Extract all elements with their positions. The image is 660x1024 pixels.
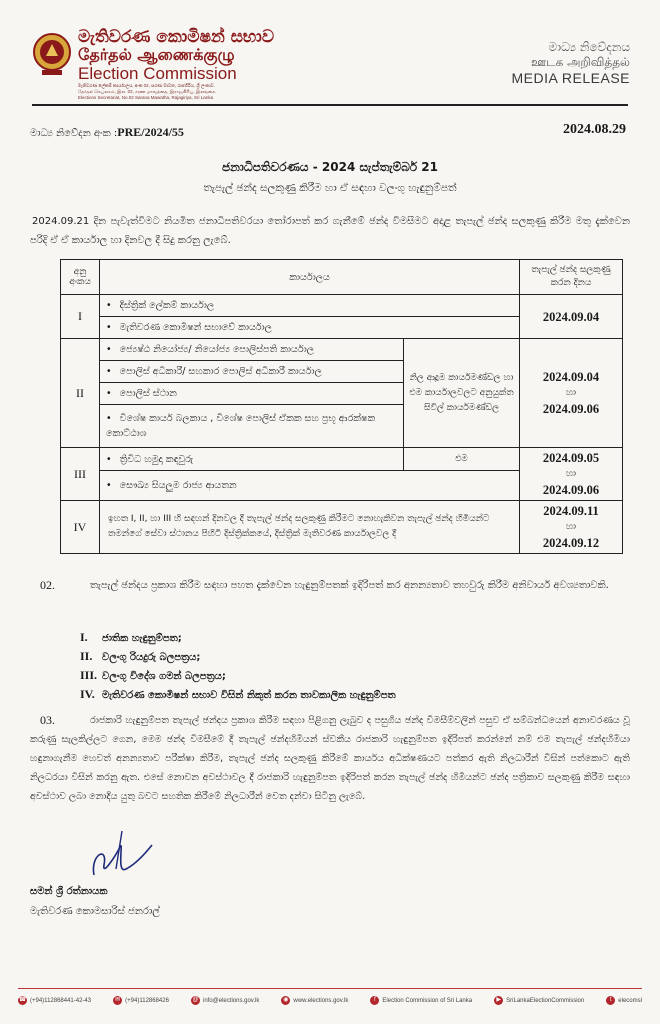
- footer-youtube[interactable]: ▶ SriLankaElectionCommission: [494, 996, 584, 1005]
- section-2-text: තැපැල් ඡන්දය ප්‍රකාශ කිරීම සඳහා පහත දැක්වෙන හැඳුනුම්පතක් ඉදිරිපත් කර අනන්‍යතාව තහවුරු කිරීම අනිවාර්ය අවශ්‍යතාවකි.: [90, 580, 609, 591]
- list-number: II.: [80, 649, 93, 663]
- date-end: 2024.09.06: [542, 402, 600, 416]
- list-text: මැතිවරණ කොමිෂන් සභාව විසින් නිකුත් කරන තාවකාලික හැඳුනුම්පත: [102, 690, 396, 701]
- media-release-english: MEDIA RELEASE: [511, 70, 630, 86]
- list-number: I.: [80, 630, 88, 644]
- org-name-tamil: தேர்தல் ஆணைக்குழு: [78, 45, 235, 64]
- signatory-name: සමන් ශ්‍රී රත්නායක: [30, 886, 108, 897]
- media-release-block: [511, 40, 630, 87]
- table-row: [61, 339, 623, 361]
- letterhead: [0, 0, 660, 108]
- org-name-english: Election Commission: [78, 64, 237, 83]
- table-row: [61, 448, 623, 471]
- signature-image: [86, 825, 156, 887]
- media-release-sinhala: මාධ්‍ය නිවේදනය: [548, 40, 630, 54]
- twitter-icon: t: [606, 996, 615, 1005]
- date-separator: හා: [565, 522, 577, 532]
- intro-paragraph: 2024.09.21 දින පැවැත්වීමට නියමිත ජනාධිපතිවරයා තෝරාපත් කර ගැනීමේ ඡන්ද විමසීමට අදාළ තැපැල් ඡන්ද සලකුණු කිරීම මතු දැක්වෙන පරිදි ඒ ඒ කාර්යාල හා දිනවල දී සිදු කරනු ලැබේ.: [30, 216, 630, 246]
- section-2-number: 02.: [40, 578, 55, 592]
- address-sinhala: මැතිවරණ ලේකම් කාර්යාලය, අංක 02, සරණ මාවත, රාජගිරිය, ශ්‍රී ලංකාව.: [78, 83, 216, 88]
- list-item: [80, 647, 396, 666]
- web-icon: ◉: [283, 997, 289, 1003]
- id-list: [80, 628, 396, 704]
- date-cell: [520, 448, 623, 501]
- release-date: 2024.08.29: [563, 122, 626, 137]
- footer-divider: [18, 988, 642, 989]
- phone-icon: ☎: [18, 997, 27, 1003]
- row-number: II: [61, 339, 100, 448]
- office-cell: • පොලිස් ස්ථාන: [100, 383, 404, 405]
- date-end: 2024.09.06: [542, 483, 600, 497]
- footer-email[interactable]: @ info@elections.gov.lk: [192, 997, 260, 1004]
- date-cell: 2024.09.04: [520, 295, 623, 339]
- document-title: ජනාධිපතිවරණය - 2024 සැප්තැම්බර් 21: [222, 160, 438, 174]
- staff-cell: නිල ආදූම කාර්යමණ්ඩල හා එම කාර්යාලවලට අනුයුක්ත සිවිල් කාර්යමණ්ඩල: [404, 339, 520, 448]
- date-separator: හා: [565, 388, 577, 398]
- reference-number: PRE/2024/55: [117, 125, 184, 139]
- schedule-table: [60, 259, 623, 554]
- table-row: [61, 295, 623, 317]
- section-3-number: 03.: [40, 713, 55, 727]
- facebook-icon: f: [370, 996, 379, 1005]
- footer-website[interactable]: ◉ www.elections.gov.lk: [283, 997, 349, 1004]
- office-cell: • මැතිවරණ කොමිෂන් සභාවේ කාර්යාල: [100, 317, 520, 339]
- date-start: 2024.09.05: [542, 451, 600, 465]
- reference-label: මාධ්‍ය නිවේදන අංක :: [30, 128, 118, 139]
- staff-cell: එම: [404, 448, 520, 471]
- list-item: [80, 666, 396, 685]
- office-cell: • විශේෂ කාර්ය බලකාය , විශේෂ පොලිස් ඒකක සහ ප්‍රභූ ආරක්ෂක කොට්ඨාශ: [100, 405, 404, 448]
- media-release-tamil: ஊடக அறிவித்தல்: [530, 55, 630, 69]
- organization-names: [78, 28, 274, 101]
- header-divider: [32, 104, 628, 106]
- reference-line: [30, 125, 184, 140]
- list-text: ජාතික හැඳුනුම්පත;: [102, 633, 182, 644]
- office-cell: • ජ්‍යෙෂ්ඨ නියෝජ්‍ය/ නියෝජ්‍ය පොලිස්පති කාර්යාල: [100, 339, 404, 361]
- table-header-row: [61, 260, 623, 295]
- office-cell: • පොලිස් අධිකාරී/ සහකාර පොලිස් අධිකාරී කාර්යාල: [100, 361, 404, 383]
- national-emblem-icon: [32, 30, 72, 78]
- list-text: වලංගු විදේශ ගමන් බලපත්‍රය;: [102, 671, 226, 682]
- list-number: IV.: [80, 687, 95, 701]
- document-subtitle: තැපැල් ඡන්ද සලකුණු කිරීම හා ඒ සඳහා වලංගු හැඳුනුම්පත්: [203, 182, 457, 194]
- youtube-icon: ▶: [494, 996, 503, 1005]
- footer-phone[interactable]: ☎ (+94)112868441-42-43: [18, 997, 92, 1004]
- list-number: III.: [80, 668, 98, 682]
- org-name-sinhala: මැතිවරණ කොමිෂන් සභාව: [78, 27, 275, 47]
- list-text: වලංගු රියදුරු බලපත්‍රය;: [102, 652, 201, 663]
- row-number: I: [61, 295, 100, 339]
- list-item: [80, 628, 396, 647]
- contact-footer: [18, 996, 642, 1005]
- address-tamil: தேர்தல் செயலகம், இல. 02, சரண மாவத்தை, இராஜகிரிய, இலங்கை.: [78, 89, 217, 94]
- date-cell: [520, 339, 623, 448]
- address-english: Elections Secretariat, No.02 Sarana Mawatha, Rajagiriya, Sri Lanka: [78, 95, 214, 100]
- table-row: [61, 501, 623, 554]
- header-office: කාර්යාලය: [100, 260, 520, 295]
- date-start: 2024.09.11: [543, 504, 599, 518]
- office-cell: ඉහත I, II, හා III හි සඳහන් දිනවල දී තැපැල් ඡන්ද සලකුණු කිරීමට නොහැකිවන තැපැල් ඡන්ද හිමියන්ට තමන්ගේ සේවා ස්ථානය පිහිටි දිස්ත්‍රික්කයේ, දිස්ත්‍රික් මැතිවරණ කාර්යාලවල දී: [100, 501, 520, 554]
- office-cell: • දිස්ත්‍රික් ලේකම් කාර්යාල: [100, 295, 520, 317]
- date-cell: [520, 501, 623, 554]
- office-cell: • සෞඛ්‍ය සියලුම රාජ්‍ය ආයතන: [100, 471, 520, 501]
- date-start: 2024.09.04: [542, 370, 600, 384]
- section-3-text: රාජකාරි හැඳුනුම්පත තැපැල් ඡන්දය ප්‍රකාශ කිරීම සඳහා පිළිගනු ලැබුව ද පසුගිය ඡන්ද විමසීම්වලින් පසුව ඒ සම්බන්ධයෙන් අනාවරණය වූ කරුණු සැලකිල්ලට ගෙන, මෙම ඡන්ද විමසීමේ දී තැපැල් ඡන්දහිමියන් ස්වකීය රාජකාරි හැඳුනුම්පත ඉදිරිපත් කරන්නේ නම් එම තැපැල් ඡන්දහිමියා හඳුනාගැනීම හෙවත් අනන්‍යතාව පරීක්ෂා කිරීම, තැපැල් ඡන්ද සලකුණු කිරීමේ කාර්යය අධීක්ෂණයට පත්කර ඇති නිලධාරීන් විසින් පත්කොට ඇති නිලධරයා විසින් කරනු ඇත. එසේ නොවන අවස්ථාවල දී රාජකාරි හැඳුනුම්පත ඉදිරිපත් කරන තැපැල් ඡන්ද හිමියන්ට ඡන්ද පත්‍රිකාව සලකුණු කිරීම සඳහා අවස්ථාව ලබා නොදිය යුතු බවට සහතික කිරීමේ නිලධාරීන් වෙත දන්වා සිටිනු ලැබේ.: [30, 715, 630, 802]
- header-no: අනු අංකය: [61, 260, 100, 295]
- header-date: තැපැල් ඡන්ද සලකුණු කරන දිනය: [520, 260, 623, 295]
- date-end: 2024.09.12: [542, 536, 600, 550]
- date-separator: හා: [565, 469, 577, 479]
- footer-facebook[interactable]: f Election Commission of Sri Lanka: [370, 996, 472, 1005]
- signatory-title: මැතිවරණ කොමසාරිස් ජනරාල්: [30, 906, 160, 917]
- office-cell: • ත්‍රිවිධ හමුදා කඳවුරු: [100, 448, 404, 471]
- footer-fax[interactable]: ✉ (+94)112868426: [115, 997, 169, 1004]
- fax-icon: ✉: [115, 997, 121, 1003]
- footer-twitter[interactable]: t elecomsl: [606, 996, 642, 1005]
- email-icon: @: [192, 997, 199, 1003]
- row-number: IV: [61, 501, 100, 554]
- list-item: [80, 685, 396, 704]
- row-number: III: [61, 448, 100, 501]
